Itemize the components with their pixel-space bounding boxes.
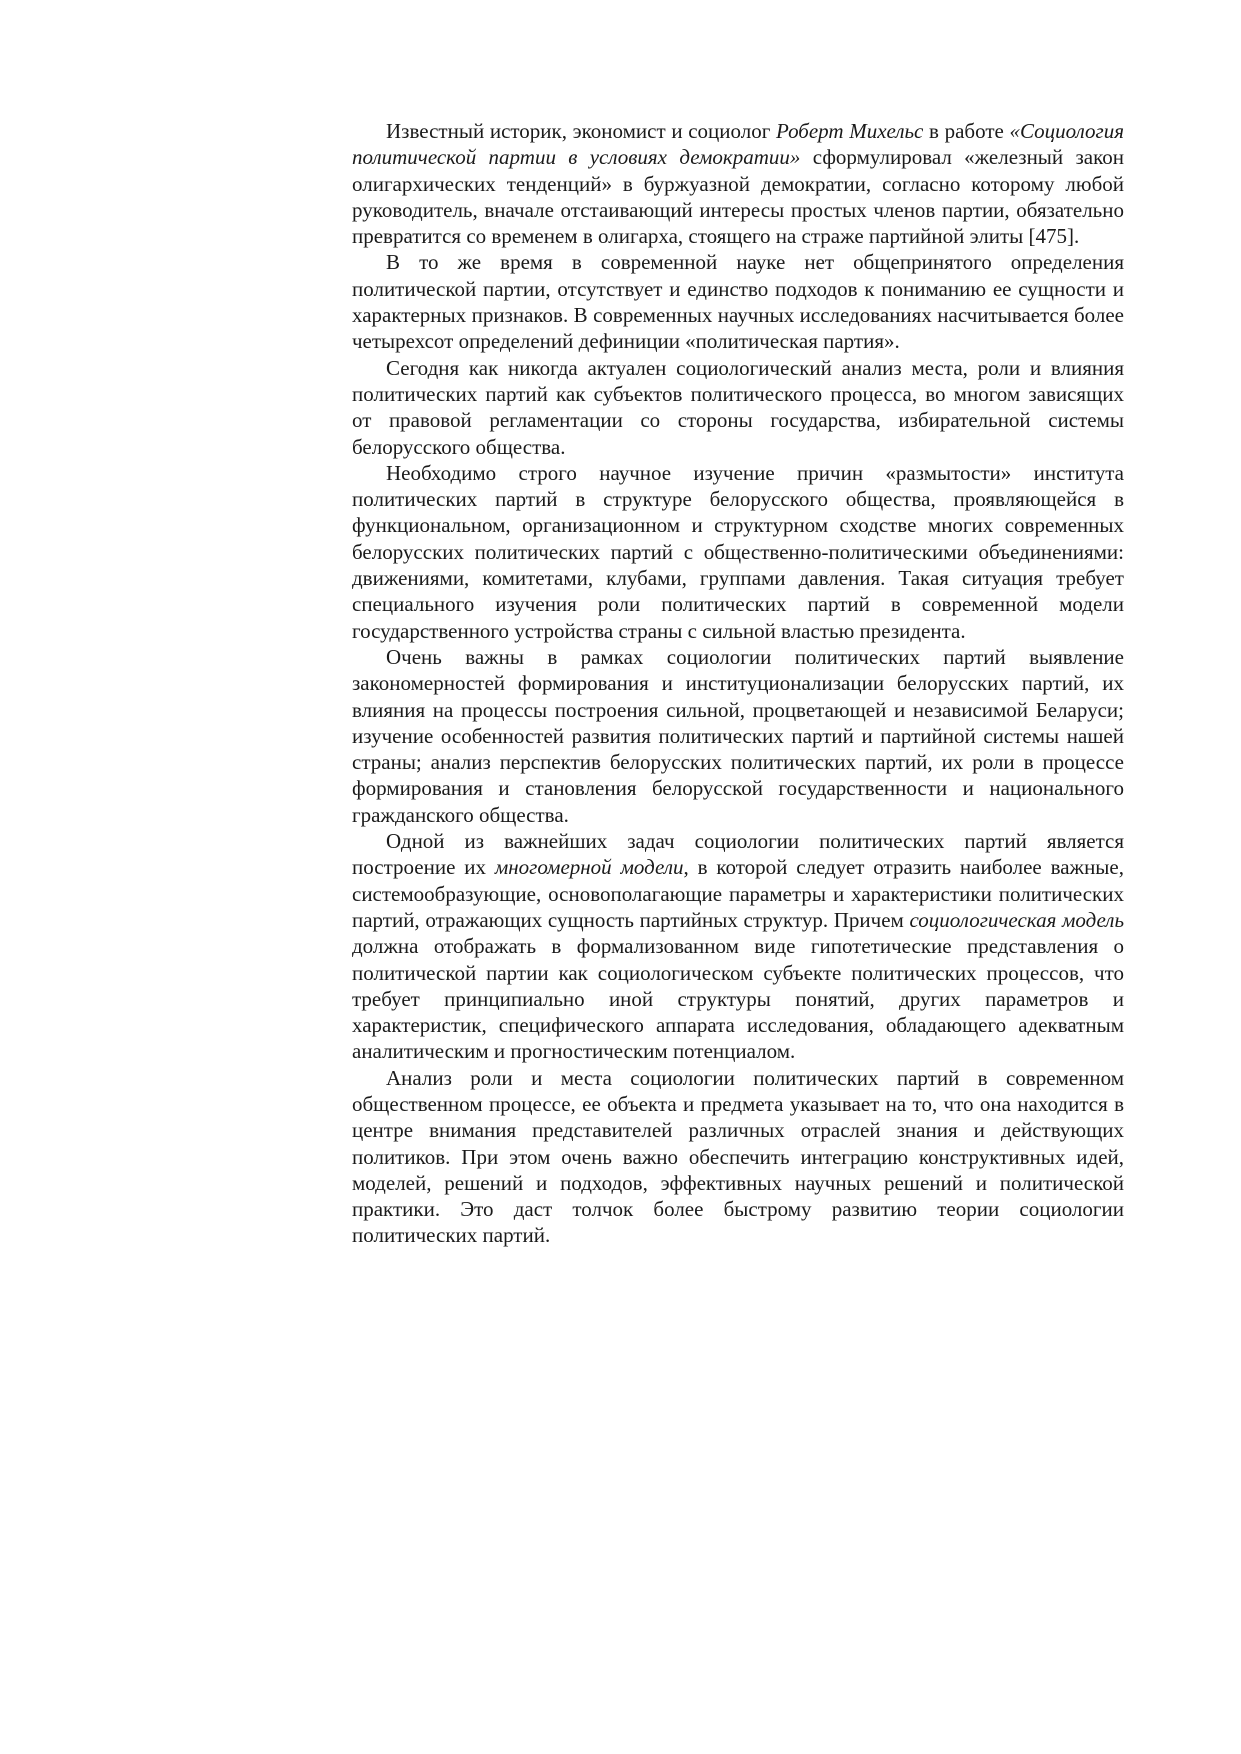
paragraph	[352, 644, 1124, 828]
text-run: Одной из важнейших задач социологии политических партий является построение их	[352, 829, 1124, 880]
text-run: в работе	[923, 119, 1010, 143]
text-run: Необходимо строго научное изучение причин «размытости» института политических партий в структуре белорусского общества, проявляющейся в функциональном, организационном и структурном сходстве многих современных белорусских политических партий с общественно-политическими объединениями: движениями, комитетами, клубами, группами давления. Такая ситуация требует специального изучения роли политических партий в современной модели государственного устройства страны с сильной властью президента.	[352, 460, 1124, 643]
text-run: Анализ роли и места социологии политических партий в современном общественном процессе, ее объекта и предмета указывает на то, что она находится в центре внимания представителей различных отраслей знания и действующих политиков. При этом очень важно обеспечить интеграцию конструктивных идей, моделей, решений и подходов, эффективных научных решений и политической практики. Это даст толчок более быстрому развитию теории социологии политических партий.	[352, 1065, 1124, 1248]
text-run: должна отображать в формализованном виде гипотетические представления о политической партии как социологическом субъекте политических процессов, что требует принципиально иной структуры понятий, других параметров и характеристик, специфического аппарата исследования, обладающего адекватным аналитическим и прогностическим потенциалом.	[352, 934, 1124, 1064]
text-run: Сегодня как никогда актуален социологический анализ места, роли и влияния политических партий как субъектов политического процесса, во многом зависящих от правовой регламентации со стороны государства, избирательной системы белорусского общества.	[352, 355, 1124, 459]
italic-text: «Социология политической партии в условиях демократии»	[352, 119, 1124, 170]
text-run: Очень важны в рамках социологии политических партий выявление закономерностей формирования и институционализации белорусских партий, их влияния на процессы построения сильной, процветающей и независимой Беларуси; изучение особенностей развития политических партий и партийной системы нашей страны; анализ перспектив белорусских политических партий, их роли в процессе формирования и становления белорусской государственности и национального гражданского общества.	[352, 644, 1124, 827]
italic-text: социологическая модель	[909, 907, 1124, 932]
paragraph	[352, 460, 1124, 644]
paragraph	[352, 828, 1124, 1065]
text-run: сформулировал «железный закон олигархических тенденций» в буржуазной демократии, согласно которому любой руководитель, вначале отстаивающий интересы простых членов партии, обязательно превратится со временем в олигарха, стоящего на страже партийной элиты [475].	[352, 145, 1124, 249]
paragraph	[352, 355, 1124, 460]
paragraph	[352, 249, 1124, 354]
text-run: Известный историк, экономист и социолог	[386, 119, 776, 143]
text-run: , в которой следует отразить наиболее важные, системообразующие, основополагающие параметры и характеристики политических партий, отражающих сущность партийных структур. Причем	[352, 855, 1124, 932]
italic-text: Роберт Михельс	[776, 119, 924, 143]
italic-text: многомерной модели	[494, 855, 684, 880]
paragraph	[352, 118, 1124, 249]
paragraph	[352, 1065, 1124, 1249]
text-run: В то же время в современной науке нет общепринятого определения политической партии, отсутствует и единство подходов к пониманию ее сущности и характерных признаков. В современных научных исследованиях насчитывается более четырехсот определений дефиниции «политическая партия».	[352, 250, 1124, 354]
body-text	[352, 118, 1124, 1249]
